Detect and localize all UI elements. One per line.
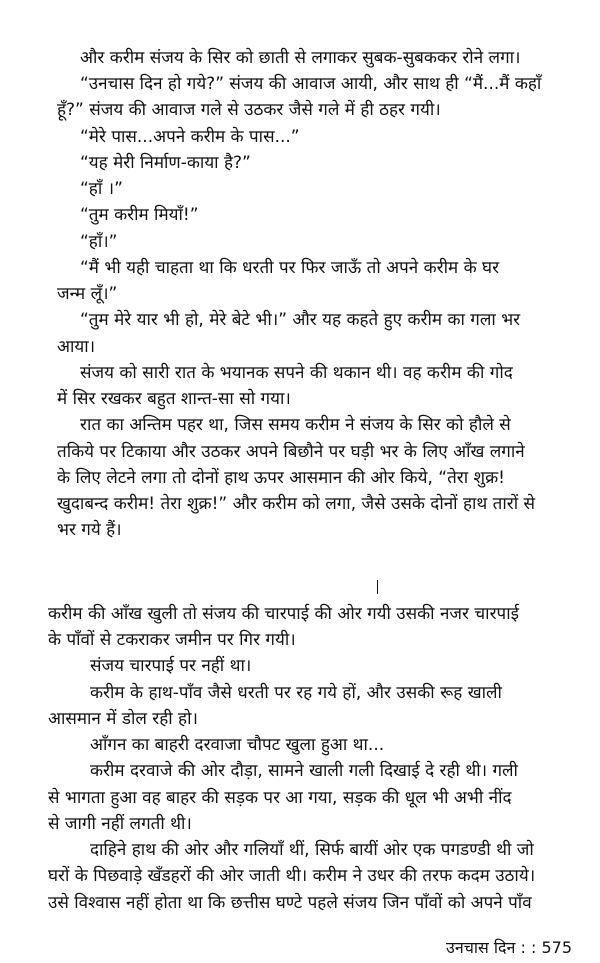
text-line: रात का अन्तिम पहर था, जिस समय करीम ने संजय के सिर को हौले से	[80, 415, 511, 435]
text-line: “हाँ ।”	[80, 179, 123, 199]
text-line: में सिर रखकर बहुत शान्त-सा सो गया।	[57, 389, 291, 409]
text-line: हूँ?” संजय की आवाज गले से उठकर जैसे गले में ही ठहर गयी।	[57, 100, 441, 120]
text-line: जन्म लूँ।”	[57, 284, 118, 304]
text-line: करीम दरवाजे की ओर दौड़ा, सामने खाली गली दिखाई दे रही थी। गली	[90, 761, 518, 781]
text-line: से जागी नहीं लगती थी।	[48, 814, 192, 834]
text-line: करीम के हाथ-पाँव जैसे धरती पर रह गये हों, और उसकी रूह खाली	[90, 683, 502, 703]
text-line: खुदाबन्द करीम! तेरा शुक्र!” और करीम को लगा, जैसे उसके दोनों हाथ तारों से	[57, 494, 536, 514]
text-line: “मैं भी यही चाहता था कि धरती पर फिर जाऊँ तो अपने करीम के घर	[80, 258, 500, 278]
text-line: संजय चारपाई पर नहीं था।	[90, 656, 252, 676]
text-line: “मेरे पास...अपने करीम के पास...”	[80, 127, 300, 147]
text-line: आया।	[57, 337, 96, 357]
text-line: दाहिने हाथ की ओर और गलियाँ थीं, सिर्फ बायीं ओर एक पगडण्डी थी जो	[90, 840, 534, 860]
text-line: उसे विश्वास नहीं होता था कि छत्तीस घण्टे पहले संजय जिन पाँवों को अपने पाँव	[48, 893, 532, 913]
text-line: से भागता हुआ वह बाहर की सड़क पर आ गया, सड़क की धूल भी अभी नींद	[48, 788, 512, 808]
text-line: “तुम मेरे यार भी हो, मेरे बेटे भी।” और यह कहते हुए करीम का गला भर	[80, 310, 521, 330]
text-line: के लिए लेटने लगा तो दोनों हाथ ऊपर आसमान की ओर किये, “तेरा शुक्र!	[57, 468, 505, 488]
text-line: “तुम करीम मियाँ!”	[80, 205, 199, 225]
text-line: “हाँ।”	[80, 232, 118, 252]
text-line: और करीम संजय के सिर को छाती से लगाकर सुबक-सुबककर रोने लगा।	[80, 48, 521, 68]
text-line: आँगन का बाहरी दरवाजा चौपट खुला हुआ था...	[90, 735, 385, 755]
text-line: “यह मेरी निर्माण-काया है?”	[80, 153, 251, 173]
text-line: घरों के पिछवाड़े खँडहरों की ओर जाती थी। करीम ने उधर की तरफ कदम उठाये।	[48, 866, 536, 886]
page-footer: उनचास दिन : : 575	[446, 938, 572, 957]
text-line: “उनचास दिन हो गये?” संजय की आवाज आयी, और साथ ही “मैं...मैं कहाँ	[80, 74, 542, 94]
text-line: तकिये पर टिकाया और उठकर अपने बिछौने पर घड़ी भर के लिए आँख लगाने	[57, 442, 525, 462]
text-line: संजय को सारी रात के भयानक सपने की थकान थी। वह करीम की गोद	[80, 363, 513, 383]
text-line: भर गये हैं।	[57, 520, 122, 540]
stray-mark	[377, 580, 378, 594]
text-line: के पाँवों से टकराकर जमीन पर गिर गयी।	[48, 630, 296, 650]
text-line: करीम की आँख खुली तो संजय की चारपाई की ओर गयी उसकी नजर चारपाई	[48, 604, 519, 624]
text-line: आसमान में डोल रही हो।	[48, 709, 198, 729]
